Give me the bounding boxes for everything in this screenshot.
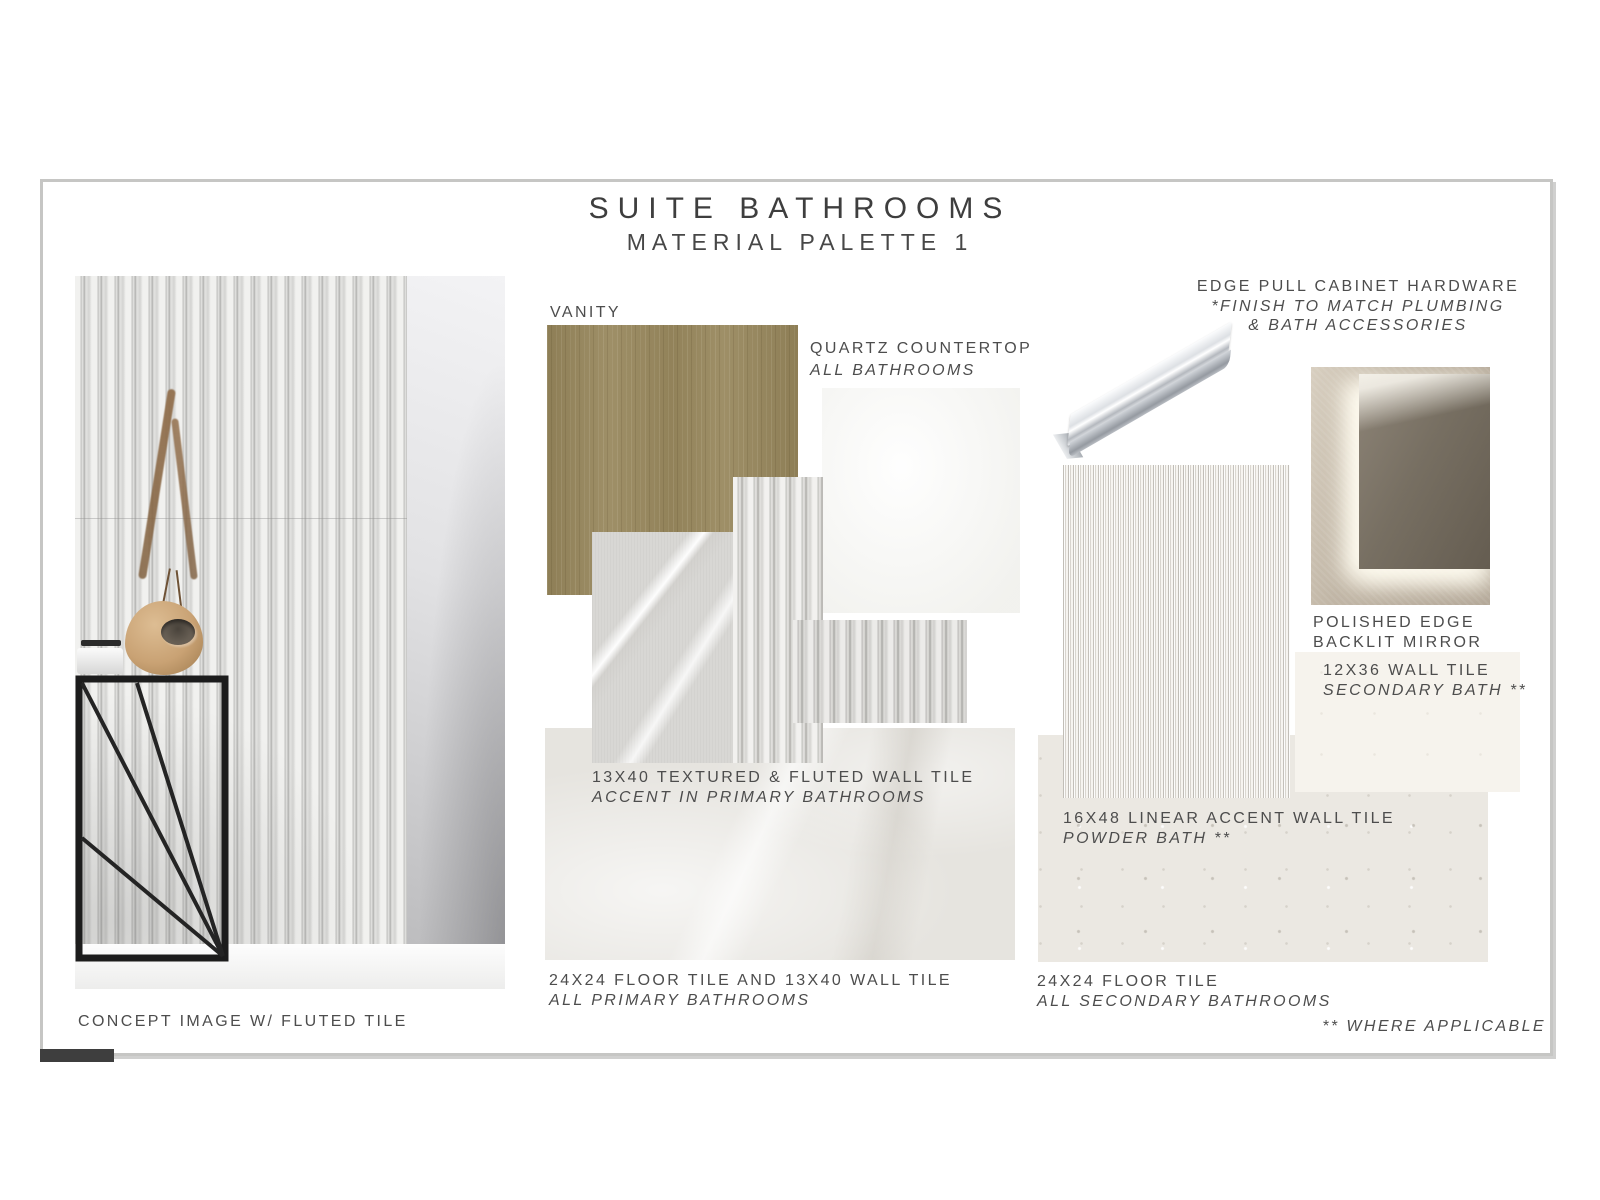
wall-tile-13x40-swatch bbox=[592, 532, 733, 763]
linear-tile-line1: 16X48 LINEAR ACCENT WALL TILE bbox=[1063, 810, 1395, 827]
fluted-tile-swatch-2 bbox=[793, 620, 967, 723]
edge-pull-line2: *FINISH TO MATCH PLUMBING bbox=[1211, 297, 1505, 315]
mirror-line1: POLISHED EDGE bbox=[1313, 614, 1475, 631]
edge-pull-label bbox=[1188, 277, 1528, 336]
edge-pull-line3: & BATH ACCESSORIES bbox=[1248, 317, 1468, 334]
corner-tab bbox=[40, 1049, 114, 1062]
where-applicable-footnote: ** WHERE APPLICABLE bbox=[1322, 1018, 1546, 1035]
mirror-glass bbox=[1359, 374, 1490, 569]
page-title: SUITE BATHROOMS bbox=[588, 192, 1012, 225]
chrome-pull-bar bbox=[1062, 326, 1243, 454]
concept-image-caption: CONCEPT IMAGE W/ FLUTED TILE bbox=[78, 1013, 408, 1030]
quartz-countertop-swatch bbox=[822, 388, 1020, 613]
linear-tile-line2: POWDER BATH ** bbox=[1063, 830, 1232, 847]
vase-opening bbox=[161, 619, 195, 645]
edge-pull-hardware-image bbox=[1052, 328, 1252, 453]
quartz-label-line2: ALL BATHROOMS bbox=[810, 362, 976, 379]
floor-tile-primary-line1: 24X24 FLOOR TILE AND 13X40 WALL TILE bbox=[549, 972, 953, 989]
vanity-label: VANITY bbox=[550, 304, 622, 321]
floor-tile-secondary-line1: 24X24 FLOOR TILE bbox=[1037, 973, 1220, 990]
backlit-mirror-image bbox=[1311, 367, 1490, 605]
quartz-label bbox=[810, 338, 1032, 382]
pull-top-face bbox=[1067, 321, 1231, 446]
edge-pull-line1: EDGE PULL CABINET HARDWARE bbox=[1196, 278, 1520, 295]
concept-image bbox=[75, 276, 505, 989]
floor-tile-secondary-label bbox=[1037, 972, 1332, 1012]
page-subtitle: MATERIAL PALETTE 1 bbox=[626, 229, 974, 255]
tabletop-box bbox=[77, 648, 123, 674]
wall-tile-12x36-line2: SECONDARY BATH ** bbox=[1323, 682, 1528, 699]
floor-tile-secondary-line2: ALL SECONDARY BATHROOMS bbox=[1037, 993, 1332, 1010]
wall-tile-13x40-line2: ACCENT IN PRIMARY BATHROOMS bbox=[592, 789, 926, 806]
wall-tile-12x36-line1: 12X36 WALL TILE bbox=[1323, 662, 1491, 679]
mirror-line2: BACKLIT MIRROR bbox=[1313, 634, 1483, 651]
tabletop-box-lid bbox=[81, 640, 121, 646]
mirror-label bbox=[1313, 613, 1482, 653]
floor-tile-primary-label bbox=[549, 971, 952, 1011]
quartz-label-line1: QUARTZ COUNTERTOP bbox=[810, 340, 1033, 357]
linear-accent-tile-label bbox=[1063, 809, 1395, 849]
linear-accent-tile-swatch bbox=[1063, 465, 1290, 798]
floor-tile-primary-line2: ALL PRIMARY BATHROOMS bbox=[549, 992, 811, 1009]
wall-tile-12x36-label bbox=[1323, 661, 1527, 701]
wall-tile-13x40-label bbox=[592, 768, 974, 808]
wall-tile-13x40-line1: 13X40 TEXTURED & FLUTED WALL TILE bbox=[592, 769, 975, 786]
